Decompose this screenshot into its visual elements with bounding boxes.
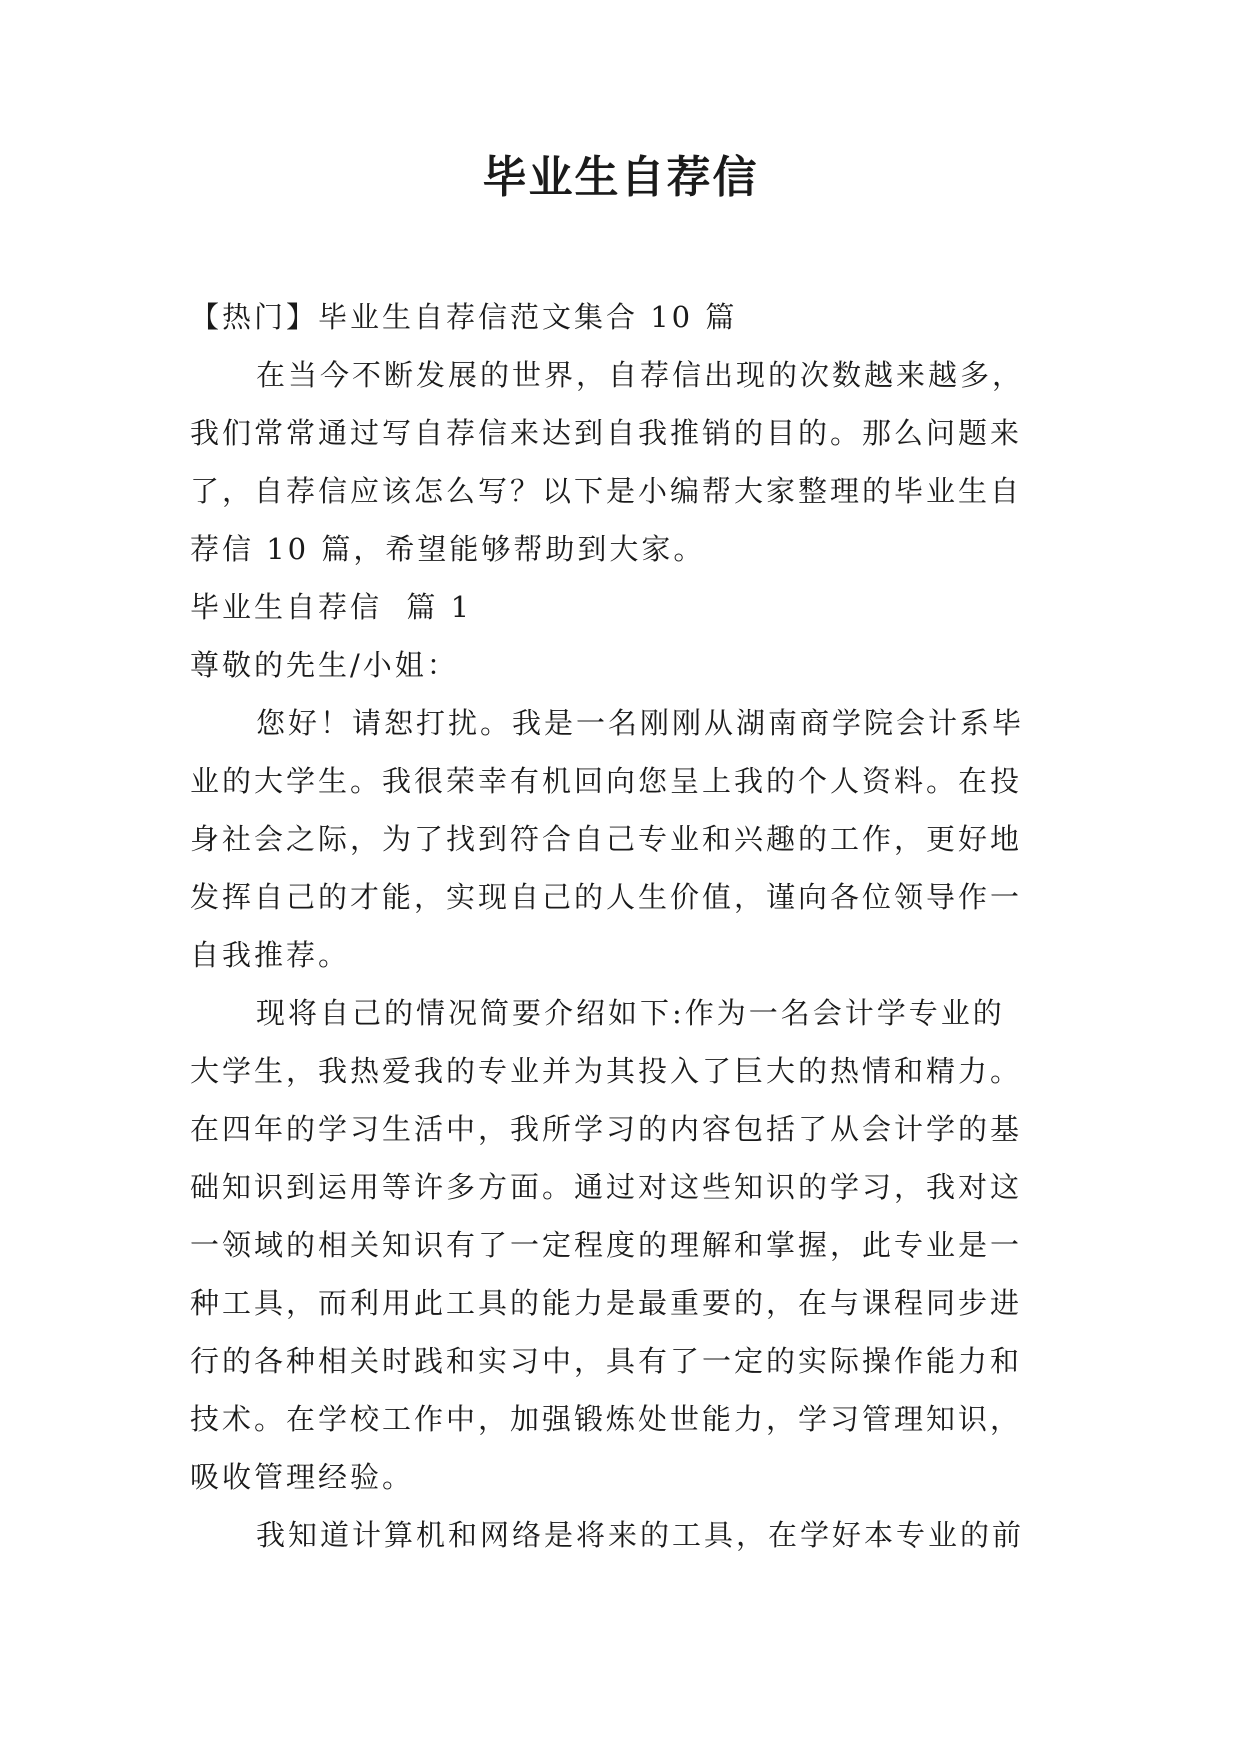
text-line: 发挥自己的才能，实现自己的人生价值，谨向各位领导作一 (190, 880, 1023, 914)
text-line: 础知识到运用等许多方面。通过对这些知识的学习，我对这 (190, 1170, 1023, 1204)
text-line: 一领域的相关知识有了一定程度的理解和掌握，此专业是一 (190, 1228, 1023, 1262)
text-line: 在当今不断发展的世界，自荐信出现的次数越来越多， (256, 358, 1025, 392)
text-line: 技术。在学校工作中，加强锻炼处世能力，学习管理知识， (190, 1402, 1023, 1436)
text-line: 我知道计算机和网络是将来的工具，在学好本专业的前 (256, 1518, 1025, 1552)
text-line: 尊敬的先生/小姐： (190, 648, 459, 682)
text-line: 种工具，而利用此工具的能力是最重要的，在与课程同步进 (190, 1286, 1023, 1320)
text-line: 自我推荐。 (190, 938, 351, 972)
text-line: 您好！请恕打扰。我是一名刚刚从湖南商学院会计系毕 (256, 706, 1025, 740)
text-line: 大学生，我热爱我的专业并为其投入了巨大的热情和精力。 (190, 1054, 1023, 1088)
text-line: 【热门】毕业生自荐信范文集合 10 篇 (190, 300, 738, 334)
text-line: 吸收管理经验。 (190, 1460, 415, 1494)
text-line: 在四年的学习生活中，我所学习的内容包括了从会计学的基 (190, 1112, 1023, 1146)
text-line: 毕业生自荐信 篇 1 (190, 590, 473, 624)
text-line: 荐信 10 篇，希望能够帮助到大家。 (190, 532, 706, 566)
text-line: 了，自荐信应该怎么写？以下是小编帮大家整理的毕业生自 (190, 474, 1023, 508)
text-line: 身社会之际，为了找到符合自己专业和兴趣的工作，更好地 (190, 822, 1023, 856)
document-title: 毕业生自荐信 (482, 152, 759, 203)
text-line: 我们常常通过写自荐信来达到自我推销的目的。那么问题来 (190, 416, 1023, 450)
text-line: 现将自己的情况简要介绍如下:作为一名会计学专业的 (256, 996, 1005, 1030)
text-line: 业的大学生。我很荣幸有机回向您呈上我的个人资料。在投 (190, 764, 1023, 798)
text-line: 行的各种相关时践和实习中，具有了一定的实际操作能力和 (190, 1344, 1023, 1378)
document-body (190, 288, 1070, 1564)
